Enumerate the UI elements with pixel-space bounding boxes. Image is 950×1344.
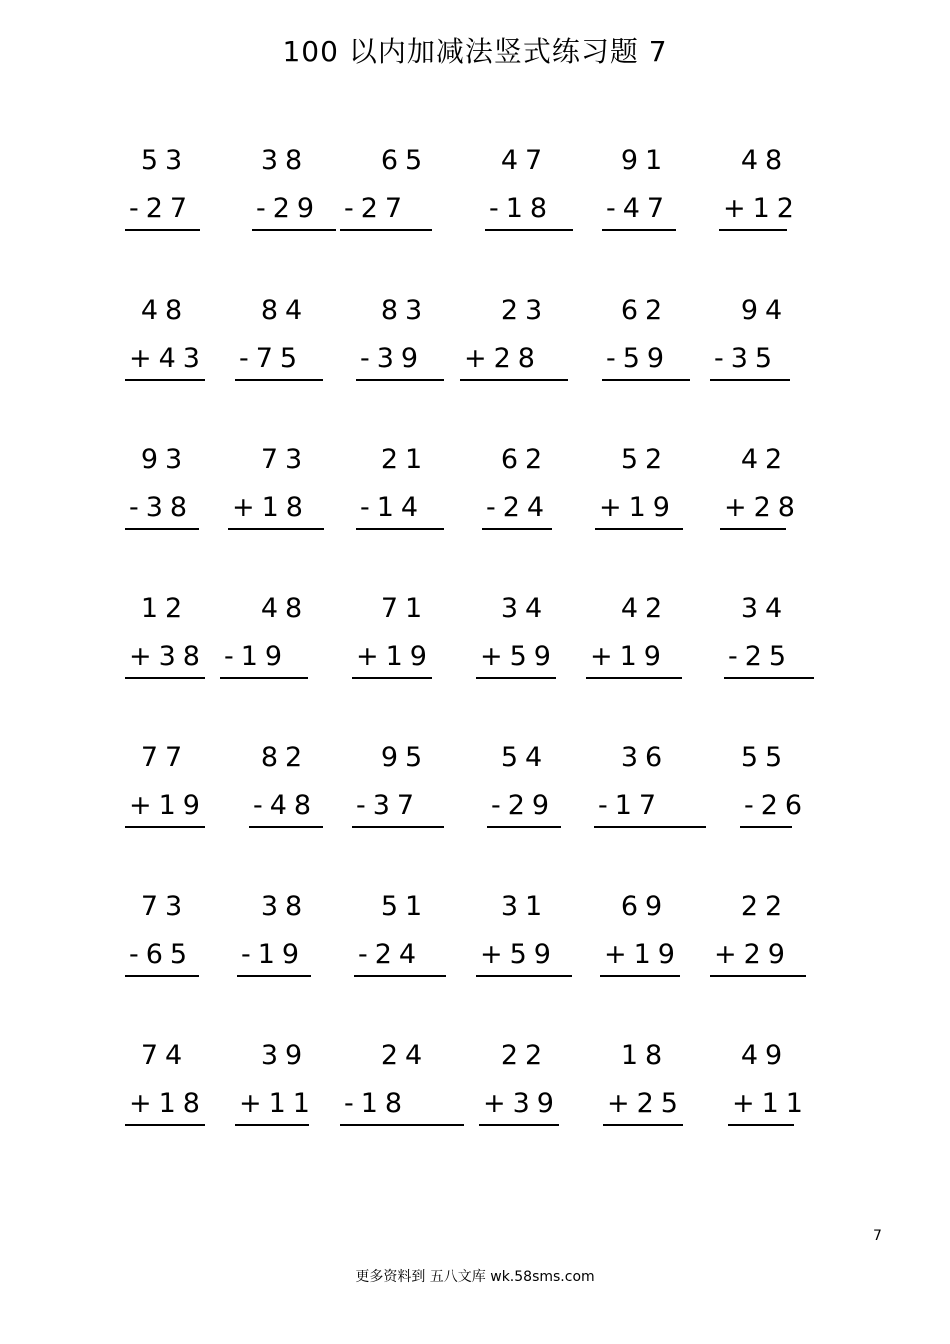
answer-underline xyxy=(476,975,572,977)
problem-operator-number: -18 xyxy=(489,193,555,224)
answer-underline xyxy=(125,528,199,530)
problem-top-number: 21 xyxy=(380,444,430,475)
problem-cell xyxy=(230,742,340,832)
problem-cell xyxy=(350,295,460,385)
answer-underline xyxy=(710,379,790,381)
answer-underline xyxy=(125,975,199,977)
answer-underline xyxy=(594,826,706,828)
problem-cell xyxy=(710,593,820,683)
problem-operator-number: -37 xyxy=(356,790,422,821)
problem-operator-number: +18 xyxy=(232,492,310,523)
problem-top-number: 53 xyxy=(140,145,190,176)
problem-cell xyxy=(110,891,220,981)
answer-underline xyxy=(719,229,787,231)
answer-underline xyxy=(710,975,806,977)
problem-cell xyxy=(590,1040,700,1130)
problem-operator-number: -27 xyxy=(344,193,410,224)
answer-underline xyxy=(352,677,432,679)
answer-underline xyxy=(354,975,446,977)
problem-top-number: 22 xyxy=(500,1040,550,1071)
answer-underline xyxy=(602,229,676,231)
problem-cell xyxy=(710,145,820,235)
problem-cell xyxy=(350,891,460,981)
problem-top-number: 73 xyxy=(140,891,190,922)
answer-underline xyxy=(352,826,444,828)
problem-operator-number: +28 xyxy=(724,492,802,523)
problem-cell xyxy=(110,145,220,235)
problem-operator-number: -24 xyxy=(358,939,424,970)
problem-cell xyxy=(110,593,220,683)
problem-operator-number: +19 xyxy=(604,939,682,970)
problem-top-number: 93 xyxy=(140,444,190,475)
problem-cell xyxy=(590,891,700,981)
problem-top-number: 48 xyxy=(140,295,190,326)
problem-top-number: 22 xyxy=(740,891,790,922)
problem-top-number: 23 xyxy=(500,295,550,326)
problem-top-number: 52 xyxy=(620,444,670,475)
problem-top-number: 69 xyxy=(620,891,670,922)
footer-text: 更多资料到 五八文库 wk.58sms.com xyxy=(355,1269,595,1285)
answer-underline xyxy=(237,975,311,977)
problem-operator-number: -17 xyxy=(598,790,664,821)
problem-operator-number: +28 xyxy=(464,343,542,374)
problem-operator-number: +19 xyxy=(129,790,207,821)
problem-operator-number: +59 xyxy=(480,939,558,970)
problem-cell xyxy=(230,1040,340,1130)
problem-cell xyxy=(230,444,340,534)
problem-top-number: 82 xyxy=(260,742,310,773)
problem-top-number: 42 xyxy=(620,593,670,624)
problem-top-number: 65 xyxy=(380,145,430,176)
problem-cell xyxy=(464,295,580,385)
problem-operator-number: +11 xyxy=(732,1088,810,1119)
problem-top-number: 36 xyxy=(620,742,670,773)
problem-operator-number: +59 xyxy=(480,641,558,672)
problem-cell xyxy=(110,295,220,385)
problem-top-number: 77 xyxy=(140,742,190,773)
problem-top-number: 42 xyxy=(740,444,790,475)
page-number: 7 xyxy=(873,1228,882,1244)
problem-top-number: 34 xyxy=(740,593,790,624)
problem-top-number: 39 xyxy=(260,1040,310,1071)
answer-underline xyxy=(720,528,786,530)
problem-top-number: 83 xyxy=(380,295,430,326)
problem-top-number: 31 xyxy=(500,891,550,922)
answer-underline xyxy=(586,677,682,679)
problem-cell xyxy=(110,742,220,832)
problem-operator-number: -47 xyxy=(606,193,672,224)
problem-top-number: 94 xyxy=(740,295,790,326)
problem-cell xyxy=(350,593,460,683)
answer-underline xyxy=(356,528,444,530)
problem-operator-number: +29 xyxy=(714,939,792,970)
problem-cell xyxy=(710,295,820,385)
answer-underline xyxy=(252,229,336,231)
answer-underline xyxy=(340,229,432,231)
problem-top-number: 62 xyxy=(620,295,670,326)
problem-operator-number: -26 xyxy=(744,790,810,821)
problem-operator-number: -19 xyxy=(224,641,290,672)
problem-operator-number: +12 xyxy=(723,193,801,224)
problem-top-number: 62 xyxy=(500,444,550,475)
answer-underline xyxy=(485,229,573,231)
problem-operator-number: +19 xyxy=(590,641,668,672)
problem-cell xyxy=(110,1040,220,1130)
problem-cell xyxy=(710,1040,820,1130)
problem-top-number: 47 xyxy=(500,145,550,176)
problem-cell xyxy=(350,742,460,832)
problem-cell xyxy=(470,145,580,235)
problem-operator-number: +19 xyxy=(356,641,434,672)
answer-underline xyxy=(728,1124,794,1126)
answer-underline xyxy=(125,1124,205,1126)
answer-underline xyxy=(482,528,552,530)
answer-underline xyxy=(740,826,792,828)
problem-top-number: 48 xyxy=(740,145,790,176)
problem-top-number: 38 xyxy=(260,145,310,176)
problem-top-number: 24 xyxy=(380,1040,430,1071)
problem-cell xyxy=(350,444,460,534)
problem-operator-number: -27 xyxy=(129,193,195,224)
answer-underline xyxy=(487,826,561,828)
problem-top-number: 12 xyxy=(140,593,190,624)
problem-operator-number: +43 xyxy=(129,343,207,374)
problem-cell xyxy=(230,295,340,385)
problem-cell xyxy=(110,444,220,534)
problem-cell xyxy=(224,593,340,683)
problem-top-number: 74 xyxy=(140,1040,190,1071)
problem-cell xyxy=(470,891,580,981)
problem-top-number: 91 xyxy=(620,145,670,176)
problem-top-number: 95 xyxy=(380,742,430,773)
problem-cell xyxy=(590,145,700,235)
answer-underline xyxy=(125,379,205,381)
problem-operator-number: -24 xyxy=(486,492,552,523)
problem-cell xyxy=(590,444,700,534)
problem-operator-number: -38 xyxy=(129,492,195,523)
answer-underline xyxy=(724,677,814,679)
problem-operator-number: -48 xyxy=(253,790,319,821)
problem-operator-number: +18 xyxy=(129,1088,207,1119)
answer-underline xyxy=(228,528,324,530)
answer-underline xyxy=(602,379,690,381)
problem-cell xyxy=(590,593,700,683)
problem-operator-number: -19 xyxy=(241,939,307,970)
problem-top-number: 54 xyxy=(500,742,550,773)
problem-top-number: 71 xyxy=(380,593,430,624)
problem-cell xyxy=(344,145,460,235)
problem-top-number: 49 xyxy=(740,1040,790,1071)
problem-operator-number: -35 xyxy=(714,343,780,374)
problem-cell xyxy=(710,444,820,534)
problem-top-number: 38 xyxy=(260,891,310,922)
problem-operator-number: -18 xyxy=(344,1088,410,1119)
answer-underline xyxy=(476,677,556,679)
problem-operator-number: +11 xyxy=(239,1088,317,1119)
problem-cell xyxy=(470,444,580,534)
problem-operator-number: +19 xyxy=(599,492,677,523)
problem-cell xyxy=(470,742,580,832)
answer-underline xyxy=(356,379,444,381)
problem-operator-number: +25 xyxy=(607,1088,685,1119)
problem-cell xyxy=(710,742,820,832)
problem-cell xyxy=(590,295,700,385)
problem-cell xyxy=(710,891,820,981)
answer-underline xyxy=(235,379,323,381)
answer-underline xyxy=(460,379,568,381)
problem-top-number: 55 xyxy=(740,742,790,773)
problem-cell xyxy=(230,891,340,981)
problem-top-number: 48 xyxy=(260,593,310,624)
answer-underline xyxy=(220,677,308,679)
problem-operator-number: -29 xyxy=(256,193,322,224)
problem-operator-number: -75 xyxy=(239,343,305,374)
problem-cell xyxy=(344,1040,460,1130)
problem-operator-number: -59 xyxy=(606,343,672,374)
problem-operator-number: -39 xyxy=(360,343,426,374)
page-title: 100 以内加减法竖式练习题 7 xyxy=(282,35,668,68)
problem-operator-number: -65 xyxy=(129,939,195,970)
problem-cell xyxy=(470,1040,580,1130)
problem-operator-number: -14 xyxy=(360,492,426,523)
problem-top-number: 51 xyxy=(380,891,430,922)
answer-underline xyxy=(125,826,205,828)
problem-cell xyxy=(470,593,580,683)
answer-underline xyxy=(600,975,680,977)
problem-operator-number: +39 xyxy=(483,1088,561,1119)
answer-underline xyxy=(340,1124,464,1126)
problem-operator-number: +38 xyxy=(129,641,207,672)
answer-underline xyxy=(125,677,205,679)
problem-operator-number: -29 xyxy=(491,790,557,821)
problem-top-number: 84 xyxy=(260,295,310,326)
problem-top-number: 18 xyxy=(620,1040,670,1071)
answer-underline xyxy=(249,826,323,828)
answer-underline xyxy=(479,1124,559,1126)
problem-cell xyxy=(590,742,700,832)
answer-underline xyxy=(603,1124,683,1126)
problem-top-number: 73 xyxy=(260,444,310,475)
problem-top-number: 34 xyxy=(500,593,550,624)
answer-underline xyxy=(125,229,200,231)
problem-cell xyxy=(230,145,340,235)
answer-underline xyxy=(595,528,683,530)
answer-underline xyxy=(235,1124,309,1126)
problem-operator-number: -25 xyxy=(728,641,794,672)
